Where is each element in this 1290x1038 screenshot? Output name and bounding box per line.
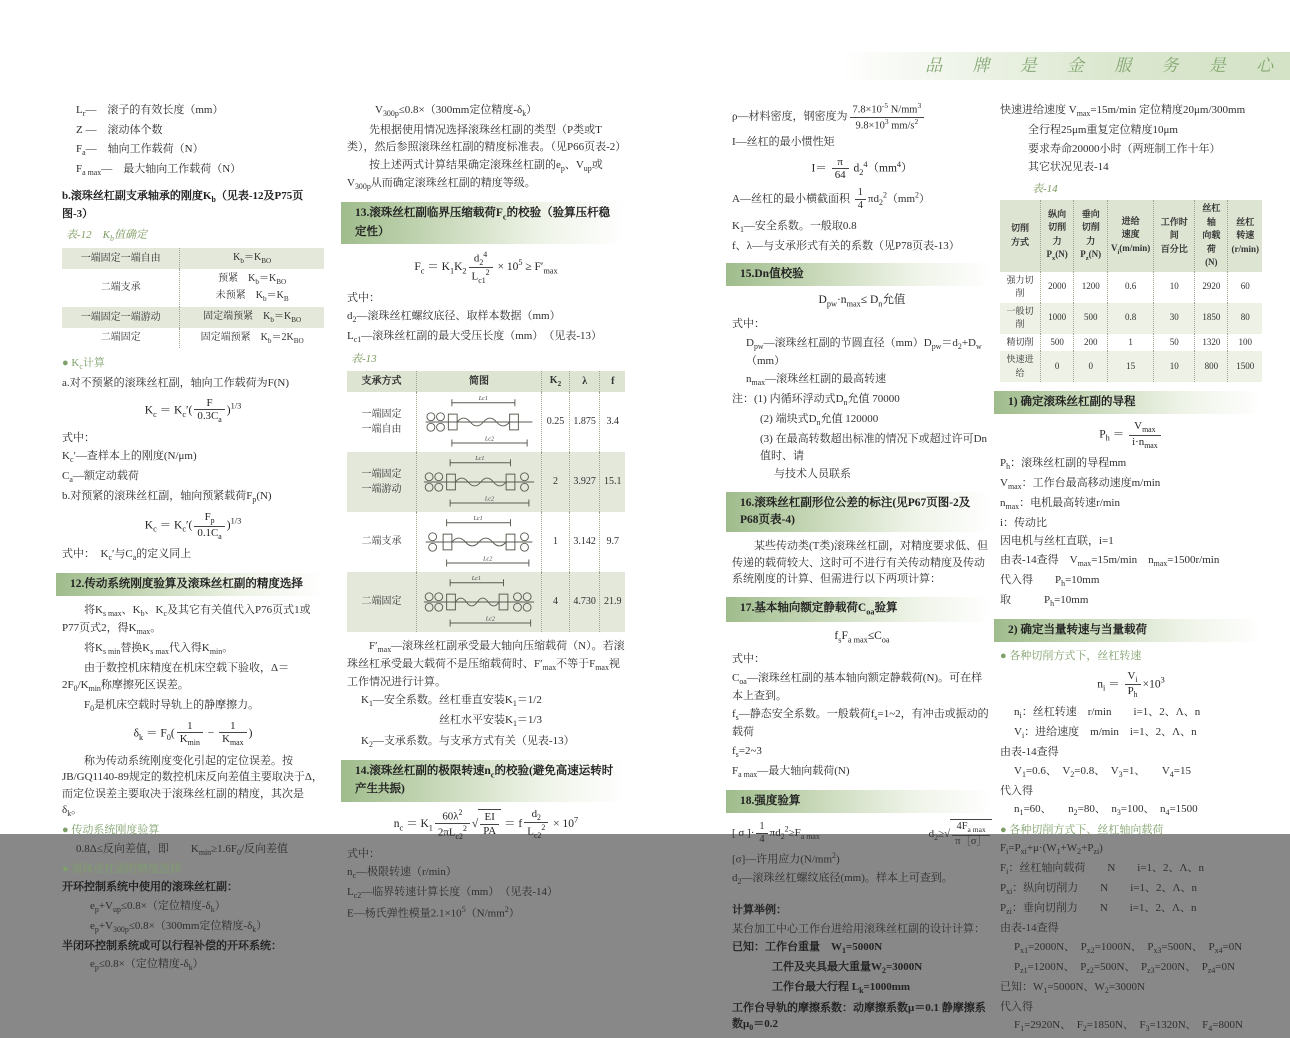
text-line: A—丝杠的最小横截面积 $\frac{1}{4}$ $\pi d_2^2(mm^2)$ <box>732 186 930 211</box>
table-header: 进给 速度 $V_i(m/\min)$ <box>1107 200 1153 272</box>
text-line: 式中： <box>347 847 380 860</box>
svg-text:Lc1: Lc1 <box>473 515 483 522</box>
text-line: 全行程25μm重复定位精度10μm <box>1028 124 1178 137</box>
table-header: 简图 <box>417 371 542 392</box>
text-line: 由表-14查得 $V_{max}=15m/\min$ $n_{max}=1500r/\min$ <box>1000 553 1220 569</box>
paragraph: 由于数控机床精度在机床空载下验收，$\Delta=2F_0/K_{min}$称摩擦死区误差。 <box>62 662 290 693</box>
text-line: 半闭环控制系统或可以行程补偿的开环系统： <box>62 939 282 952</box>
table-row <box>347 392 625 452</box>
table-row <box>1000 334 1262 352</box>
formula-kc-unpreloaded: $K_c = K_c'$( $\frac{F}{0.3C_a}$ )$^{1/3}$ <box>144 396 242 425</box>
diagram-cell <box>417 452 542 512</box>
text-line: 已知：工作台重量 $W_1=5000N$ <box>732 941 883 956</box>
table-cell: $K_b=K_{BO}$ <box>180 248 324 269</box>
section-heading-14: 14.滚珠丝杠副的极限转速$n_c$的校验(避免高速运转时产生共振) <box>341 760 625 802</box>
diagram-cell <box>417 392 542 452</box>
text-line: 工件及夹具最大重量$W_2=3000N$ <box>772 961 923 976</box>
text-line: $F_1=2920N$、 $F_2=1850N$、 $F_3=1320N$、 $F_4=800N$ <box>1014 1019 1243 1034</box>
support-diagram-both-supported <box>420 514 538 570</box>
text-line: [σ]—许用应力$(N/mm^2)$ <box>732 851 840 866</box>
svg-text:Lc2: Lc2 <box>483 556 493 563</box>
table-row <box>62 269 324 307</box>
table-cell: 0 <box>1040 351 1074 382</box>
table-cell: 15 <box>1107 351 1153 382</box>
formula-lead: $P_h$ ＝ $V_{max}$ $i\cdot n_{max}$ <box>1000 420 1262 449</box>
paragraph: 将$K_{s min}$替换$K_{s max}$代入得$K_{min}$。 <box>84 642 234 657</box>
header-banner <box>840 52 1290 80</box>
support-diagram-fixed-free <box>420 394 538 450</box>
svg-text:Lc1: Lc1 <box>478 395 489 402</box>
bullet-kc: ● $K_c$计算 <box>62 357 105 372</box>
table-cell: 2000 <box>1040 272 1074 303</box>
text-line: $e_p+V_{up}\le 0.8\times$（定位精度$-\delta_k$） <box>90 899 226 914</box>
text-line: 式中： <box>732 653 765 666</box>
table-header: 丝杠轴 向载荷 (N) <box>1195 200 1228 272</box>
table-row <box>347 572 625 632</box>
text-line: 某台加工中心工作台进给用滚珠丝杠副的设计计算： <box>732 922 985 935</box>
formula-dn: $D_{pw}\cdot n_{max}\le D_n$允值 <box>818 294 906 309</box>
text-line: $P_{zi}$：垂向切削力 N i=1、2、Λ、n <box>1000 902 1197 917</box>
table-cell: 60 <box>1228 272 1262 303</box>
text-line: E—杨氏弹性模量$2.1\times 10^5(N/mm^2)$ <box>347 905 520 920</box>
f-value: 21.9 <box>600 572 625 632</box>
text-line: 取 $P_h=10mm$ <box>1000 594 1089 609</box>
note-line: 与技术人员联系 <box>774 468 851 481</box>
table-cell: 固定端预紧 $K_b=2K_{BO}$ <box>180 328 324 349</box>
formula-kc-preloaded: $K_c = K_c'$( $\frac{F_p}{0.1C_a}$ )$^{1/3}$ <box>144 511 242 541</box>
table-13 <box>347 371 625 632</box>
column-4 <box>1000 100 1262 1038</box>
formula-static-load: $f_sF_{a max}\le C_{oa}$ <box>834 629 890 644</box>
bullet-stiffness-check: ● 传动系统刚度验算 <box>62 824 160 837</box>
text-line: $D_{pw}—$滚珠丝杠副的节圆直径$(mm)D_{pw}=d_2+D_w(mm)$ <box>746 336 982 367</box>
text-line: $V_{max}$：工作台最高移动速度m/min <box>1000 476 1161 491</box>
text-line: $n_1=60$、 $n_2=80$、 $n_3=100$、 $n_4=1500$ <box>1014 803 1198 818</box>
text-line: $L_{c2}—$临界转速计算长度（mm） （见表-14） <box>347 886 558 901</box>
table-cell: 快速进给 <box>1006 354 1034 378</box>
text-line: i：传动比 <box>1000 516 1048 529</box>
svg-text:Lc2: Lc2 <box>484 436 495 443</box>
k2-value: 2 <box>542 452 570 512</box>
table-cell: 30 <box>1154 303 1195 334</box>
table-cell: 100 <box>1228 334 1262 352</box>
table-12 <box>62 248 324 348</box>
table-cell: 80 <box>1228 303 1262 334</box>
table-cell: 800 <box>1195 351 1228 382</box>
paragraph: $F_0$是机床空载时导轨上的静摩擦力。 <box>84 698 260 713</box>
section-heading-equivalent: 2) 确定当量转速与当量载荷 <box>994 619 1262 642</box>
section-heading-18: 18.强度验算 <box>726 790 992 813</box>
column-2 <box>347 100 625 924</box>
text-line: $n_{max}$：电机最高转速r/min <box>1000 496 1120 512</box>
text-line: $P_h$：滚珠丝杠副的导程mm <box>1000 456 1127 471</box>
support-mode: 二端支承 <box>361 536 402 548</box>
bullet-accuracy-selection: ● 滚珠丝杠副的精度选择 <box>62 862 182 875</box>
table-cell: 1320 <box>1195 334 1228 352</box>
table-row <box>1000 303 1262 334</box>
banner-slogan: 品 牌 是 金 服 务 是 心 <box>925 56 1286 76</box>
section-heading-13: 13.滚珠丝杠副临界压缩载荷$F_c$的校验（验算压杆稳定性） <box>341 202 625 244</box>
lambda-value: 3.142 <box>569 512 600 572</box>
support-diagram-fixed-floating <box>420 454 538 510</box>
text-line: $L_{c1}—$滚珠丝杠副的最大受压长度（mm） （见表-13） <box>347 330 602 345</box>
table-row <box>347 512 625 572</box>
table-row <box>62 307 324 328</box>
table-13-caption: 表-13 <box>351 353 377 366</box>
table-header: λ <box>569 371 600 392</box>
table-row <box>1000 272 1262 303</box>
table-cell: 0.6 <box>1107 272 1153 303</box>
formula-strength <box>732 819 992 848</box>
table-header: 垂向 切削力 $P_z(N)$ <box>1074 200 1108 272</box>
text-line: $F_{a max}—$最大轴向载荷(N) <box>732 765 850 780</box>
text-line: 代入得 <box>1000 784 1033 797</box>
text-line: $n_i$：丝杠转速 r/min i=1、2、Λ、n <box>1014 706 1201 721</box>
bullet-screw-speed: ● 各种切削方式下，丝杠转速 <box>1000 650 1142 663</box>
table-cell: 二端固定 <box>100 332 141 344</box>
table-row <box>1000 351 1262 382</box>
paragraph: 称为传动系统刚度变化引起的定位误差。按JB/GQ1140-89规定的数控机床反向差值主要取决于Δ，而定位误差主要取决于滚珠丝杠副的精度，其次是$\delta_k$。 <box>62 754 323 819</box>
support-diagram-both-fixed <box>420 574 538 630</box>
f-value: 15.1 <box>600 452 625 512</box>
table-cell: 1200 <box>1074 272 1108 303</box>
text-line: $e_p+V_{300p}\le 0.8\times(300mm$定位精度$-\delta_k$） <box>90 919 268 934</box>
table-cell: 精切削 <box>1006 336 1034 347</box>
text-line: $V_i$：进给速度 m/min i=1、2、Λ、n <box>1014 726 1197 741</box>
text-line: $d_2—$滚珠丝杠螺纹底径、取样本数据（mm） <box>347 310 561 325</box>
text-line: $P_{xi}$：纵向切削力 N i=1、2、Λ、n <box>1000 882 1197 897</box>
section-heading-lead: 1) 确定滚珠丝杠副的导程 <box>994 391 1262 414</box>
table-cell: 500 <box>1074 303 1108 334</box>
paragraph: 按上述两式计算结果确定滚珠丝杠副的$e_p$、$V_{up}$或$V_{300p}$从而确定滚珠丝杠副的精度等级。 <box>347 159 603 192</box>
text-line: $f_s—$静态安全系数。一般载荷$f_s=1\sim 2$，有冲击或振动的载荷 <box>732 708 989 739</box>
table-row <box>62 328 324 349</box>
definition-line: $L_r—$ 滚子的有效长度（mm） <box>76 104 224 119</box>
table-header-row <box>1000 200 1262 272</box>
formula-axial-load: $F_i=P_{xi}+\mu\cdot(W_1+W_2+P_{zi})$ <box>1000 842 1103 857</box>
text-line: $n_c—$极限转速（r/min） <box>347 866 457 881</box>
text-line: $P_{z1}=1200N$、 $P_{z2}=500N$、 $P_{z3}=200N$、 $P_{z4}=0N$ <box>1014 960 1235 975</box>
table-12-caption: 表-12 $K_b$值确定 <box>66 229 147 244</box>
text-line: 开环控制系统中使用的滚珠丝杠副： <box>62 881 238 894</box>
subsection-b: b.滚珠丝杠副支承轴承的刚度$K_b$（见表-12及P75页图-3） <box>62 189 304 220</box>
text-line: $d_2—$滚珠丝杠螺纹底径(mm)。样本上可查到。 <box>732 872 953 887</box>
f-value: 3.4 <box>600 392 625 452</box>
table-cell: 200 <box>1074 334 1108 352</box>
text-line: $n_{max}—$滚珠丝杠副的最高转速 <box>746 373 887 388</box>
lambda-value: 4.730 <box>569 572 600 632</box>
k2-value: 1 <box>542 512 570 572</box>
support-mode: 二端固定 <box>361 596 402 608</box>
definition-line: $F_a—$ 轴向工作载荷（N） <box>76 142 204 157</box>
k2-value: 4 <box>542 572 570 632</box>
table-header-row <box>347 371 625 392</box>
svg-text:Lc2: Lc2 <box>485 616 496 623</box>
text-line: $K_1—$安全系数。一般取0.8 <box>732 219 857 234</box>
text-line: 因电机与丝杠直联，i=1 <box>1000 535 1114 548</box>
formula-limit-speed: $n_c = K_1$ $60\lambda^2$ $2\pi L_{c2}^2$ √ $\frac{EI}{PA}$ ＝ f $\frac{d_2}{L_{c2}^2}$ × $10^7$ <box>393 807 579 841</box>
support-mode: 一端固定 一端游动 <box>361 468 402 495</box>
text-line: 由表-14查得 <box>1000 746 1059 759</box>
section-heading-15: 15.Dn值校验 <box>726 263 992 286</box>
table-14-caption: 表-14 <box>1032 182 1058 195</box>
table-row <box>347 452 625 512</box>
table-header: $K_2$ <box>542 371 570 392</box>
definition-line: Z — 滚动体个数 <box>76 124 163 137</box>
text-line: f、λ—与支承形式有关的系数（见P78页表-13） <box>732 239 960 252</box>
note-line: (3) 在最高转数超出标准的情况下或超过许可Dn值时、请 <box>760 433 988 462</box>
table-cell: 10 <box>1154 351 1195 382</box>
lambda-value: 1.875 <box>569 392 600 452</box>
table-cell: 500 <box>1040 334 1074 352</box>
formula-speed: $n_i$ ＝ $\frac{V_i}{P_h}$ $\times 10^3$ <box>1097 669 1165 700</box>
k2-value: 0.25 <box>542 392 570 452</box>
text-line: $P_{x1}=2000N$、 $P_{x2}=1000N$、 $P_{x3}=500N$、 $P_{x4}=0N$ <box>1014 940 1243 955</box>
table-cell: 10 <box>1154 272 1195 303</box>
lambda-value: 3.927 <box>569 452 600 512</box>
text-line: $f_s=2\sim 3$ <box>732 744 762 760</box>
example-title: 计算举例： <box>732 904 787 917</box>
table-cell: 1 <box>1107 334 1153 352</box>
formula-delta-k: $\delta_k = F_0$( 1 $K_{min}$ − 1 $K_{max}$ ) <box>133 719 253 748</box>
table-cell: 固定端预紧 $K_b=K_{BO}$ <box>180 307 324 328</box>
text-line: $V_{300p}\le 0.8\times(300mm$定位精度$-\delta_k$） <box>375 104 538 119</box>
formula-strength-left: [ σ ]· $\frac{1}{4}$ $\pi d_2^2\ge F_{a max}$ <box>732 821 820 846</box>
table-cell: 二端支承 <box>100 282 141 294</box>
table-cell: 预紧 $K_b=K_{BO}$ 未预紧 $K_b=K_B$ <box>180 269 324 307</box>
text-line: $K_c'—$查样本上的刚度(N/μm) <box>62 450 197 465</box>
text-line: 式中： $K_c'$与$C_a$的定义同上 <box>62 547 192 562</box>
paragraph: 将$K_{s max}$、$K_b$、$K_c$及其它有关值代入P76页式1或P77页式2，得$K_{max}$。 <box>62 604 311 637</box>
formula-inertia: I＝ $\frac{\pi}{64}$ $d_2^4(mm^4)$ <box>811 155 913 182</box>
text-line: 工作台最大行程 $L_k=1000mm$ <box>772 981 911 996</box>
table-14 <box>1000 200 1262 382</box>
table-cell: 1500 <box>1228 351 1262 382</box>
column-1 <box>62 100 324 976</box>
text-line: $V_1=0.6$、 $V_2=0.8$、 $V_3=1$、 $V_4=15$ <box>1014 764 1191 780</box>
formula-critical-load: $F_c = K_1K_2$ $\frac{d_2^4}{L_{c1}^2}$ × $10^5 \ge F'_{max}$ <box>414 250 558 285</box>
text-line: 快速进给速度 $V_{max}=15m/\min$ 定位精度20μm/300mm <box>1000 104 1246 119</box>
text-line: 要求寿命20000小时（两班制工作十年） <box>1028 142 1221 155</box>
table-cell: 一般切削 <box>1006 305 1034 330</box>
support-mode: 一端固定 一端自由 <box>361 408 402 435</box>
table-cell: 0.8 <box>1107 303 1153 334</box>
column-3 <box>732 100 992 1036</box>
table-header: 工作时间 百分比 <box>1154 200 1195 272</box>
text-line: 由表-14查得 <box>1000 922 1059 935</box>
table-header: f <box>600 371 625 392</box>
formula-strength-right: $d_2\ge√$ $4F_{a max}$ π［σ］ <box>929 819 992 848</box>
table-row <box>62 248 324 269</box>
text-line: $K_1—$安全系数。丝杠垂直安装$K_1=1/2$ <box>361 694 542 709</box>
table-cell: 强力切削 <box>1006 274 1034 299</box>
note-line: 注：(1) 内循环浮动式$D_n$允值 70000 <box>732 393 900 408</box>
table-cell: 1000 <box>1040 303 1074 334</box>
table-cell: 一端固定一端自由 <box>80 253 161 265</box>
section-heading-12: 12.传动系统刚度验算及滚珠丝杠副的精度选择 <box>56 573 324 596</box>
text-line: 0.8Δ≤反向差值，即 $K_{min}\ge 1.6F_0/$反向差值 <box>76 842 289 857</box>
f-value: 9.7 <box>600 512 625 572</box>
text-line: 工作台导轨的摩擦系数：动摩擦系数μ＝0.1 静摩擦系数$\mu_0=0.2$ <box>732 1001 986 1033</box>
text-line: 已知：$W_1=5000N$、$W_2=3000N$ <box>1000 980 1145 996</box>
text-line: $F_i$：丝杠轴向载荷 N i=1、2、Λ、n <box>1000 862 1205 877</box>
note-line: (2) 端块式$D_n$允值 120000 <box>760 413 879 428</box>
text-line: 代入得 <box>1000 1000 1033 1013</box>
text-line: $K_2—$支承系数。与支承方式有关（见表-13） <box>361 734 575 749</box>
table-header: 切削 方式 <box>1010 223 1029 247</box>
text-line: $e_p\le 0.8\times$（定位精度$-\delta_k$） <box>90 958 204 973</box>
text-line: $C_a—$额定动载荷 <box>62 470 139 485</box>
text-line: b.对预紧的滚珠丝杠副，轴向预紧载荷$F_p(N)$ <box>62 490 272 505</box>
paragraph: 某些传动类(T类)滚珠丝杠副，对精度要求低、但传递的载荷较大、这时可不进行有关传动精度及传动系统刚度的计算、但需进行以下两项计算： <box>732 540 989 586</box>
text-line: $C_{oa}—$滚珠丝杠副的基本轴向额定静载荷(N)。可在样本上查到。 <box>732 671 983 702</box>
diagram-cell <box>417 572 542 632</box>
table-header: 纵向 切削力 $P_x(N)$ <box>1040 200 1074 272</box>
text-line: I—丝杠的最小惯性矩 <box>732 136 835 148</box>
section-heading-17: 17.基本轴向额定静载荷$C_{oa}$验算 <box>726 597 992 622</box>
text-line: 丝杠水平安装$K_1=1/3$ <box>439 714 542 729</box>
svg-text:Lc2: Lc2 <box>484 496 495 503</box>
text-line: 式中： <box>347 291 380 304</box>
text-line: a.对不预紧的滚珠丝杠副，轴向工作载荷为F(N) <box>62 377 290 390</box>
table-header: 支承方式 <box>361 375 402 387</box>
svg-text:Lc1: Lc1 <box>471 575 482 582</box>
bullet-axial-load: ● 各种切削方式下、丝杠轴向载荷 <box>1000 823 1164 836</box>
text-line: 式中： <box>62 431 95 444</box>
definition-line: $F_{a max}—$ 最大轴向工作载荷（N） <box>76 162 242 177</box>
table-cell: 0 <box>1074 351 1108 382</box>
table-cell: 1850 <box>1195 303 1228 334</box>
text-line: 其它状况见表-14 <box>1028 161 1109 174</box>
table-header: 丝杠 转速 (r/min) <box>1228 200 1262 272</box>
text-line: 式中： <box>732 318 765 331</box>
paragraph: $F'_{max}—$滚珠丝杠副承受最大轴向压缩载荷（N）。若滚珠丝杠承受最大载荷不是压缩载荷时、$F'_{max}$不等于$F_{max}$视工作情况进行计算。 <box>347 639 625 688</box>
text-line: 代入得 $P_h=10mm$ <box>1000 573 1100 589</box>
svg-text:Lc1: Lc1 <box>475 455 485 462</box>
table-cell: 一端固定一端游动 <box>80 311 161 323</box>
table-cell: 50 <box>1154 334 1195 352</box>
section-heading-16: 16.滚珠丝杠副形位公差的标注(见P67页图-2及P68页表-4) <box>726 492 992 533</box>
paragraph: 先根据使用情况选择滚珠丝杠副的类型（P类或T类），然后参照滚珠丝杠副的精度标准表。（见P66页表-2） <box>347 124 627 153</box>
text-line: ρ—材料密度，钢密度为 $\frac{7.8\times 10^{-5} N/mm^3}{9.8\times 10^3 mm/s^2}$ <box>732 102 992 132</box>
table-cell: 2920 <box>1195 272 1228 303</box>
diagram-cell <box>417 512 542 572</box>
